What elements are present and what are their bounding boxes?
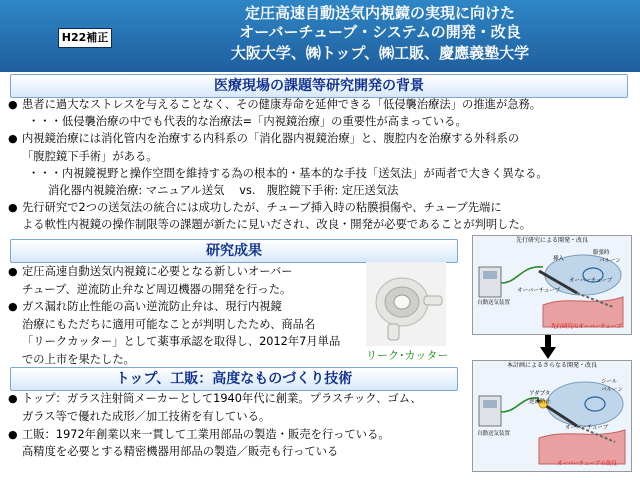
text-line (8, 265, 293, 279)
text-line (8, 428, 390, 442)
photo-caption: リーク･カッター (366, 349, 449, 362)
diagram-title: 先行研究による開発・改良 (515, 237, 588, 244)
text-line-content: ガス漏れ防止性能の高い逆流防止弁は、現行内視鏡 (22, 300, 282, 313)
text-line-content: 消化器内視鏡治療: マニュアル送気 vs. 腹腔鏡下手術: 定圧送気法 (48, 184, 399, 197)
text-line-content: 高精度を必要とする精密機器用部品の製造／販売も行っている (22, 445, 339, 459)
text-line-content: ・・・内視鏡視野と操作空間を維持する為の根本的・基本的な手技「送気法」が両者で大きく異なる。 (28, 166, 548, 180)
text-line (8, 283, 291, 297)
bullet-icon: ● (8, 98, 18, 111)
text-line (14, 167, 548, 181)
diagram-label: シール (601, 379, 618, 385)
bullet-icon: ● (8, 201, 18, 215)
text-line-content: ガラス等で優れた成形／加工技術を有している。 (22, 409, 271, 423)
text-line-content: ・・・低侵襲治療の中でも代表的な治療法=「内視鏡治療」の重要性が高まっている。 (28, 115, 467, 129)
text-line-content: 治療にもただちに適用可能なことが判明したため、商品名 (22, 317, 316, 331)
diagram-label: バルーン (601, 387, 623, 393)
bullet-icon: ● (8, 132, 18, 146)
text-line (8, 150, 158, 164)
diagram-label: アダプタ (529, 391, 551, 397)
text-line (8, 445, 338, 459)
diagram-label: 挿入 (553, 256, 565, 262)
bullet-icon: ● (8, 300, 18, 313)
text-line (8, 132, 519, 146)
arrow-down-icon (540, 335, 556, 359)
text-line-content: 「リークカッター」として薬事承認を取得し、2012年7月単品 (22, 335, 341, 348)
diagram-label: 膨張時 (593, 250, 610, 256)
title-line-3: 大阪大学、㈱トップ、㈱工販、慶應義塾大学 (230, 44, 530, 62)
diagram-previous-research (472, 235, 632, 335)
section-title-background: 医療現場の課題等研究開発の背景 (10, 74, 628, 98)
text-line-content: 工販：1972年創業以来一貫して工業用部品の製造・販売を行っている。 (22, 427, 390, 441)
text-line (8, 218, 531, 232)
text-line (8, 201, 502, 215)
text-line-content: 定圧高速自動送気内視鏡に必要となる新しいオーバー (22, 265, 293, 278)
fiscal-year-tag: H22補正 (58, 28, 112, 48)
diagram-label: オーバーチューブ (565, 425, 609, 431)
diagram-red-label: オーバーチューブの改良 (557, 461, 617, 467)
text-line (34, 184, 398, 198)
bullet-icon: ● (8, 392, 18, 405)
diagram-label: オーバーチューブ (517, 288, 561, 294)
text-line-content: での上市を果たした。 (22, 352, 135, 366)
section-title-results: 研究成果 (10, 239, 458, 263)
text-line (8, 392, 422, 406)
title-line-2: オーバーチューブ・システムの開発・改良 (239, 23, 521, 41)
section-title-manufacturing: トップ、工販：高度なものづくり技術 (10, 367, 458, 391)
text-line-content: 患者に過大なストレスを与えることなく、その健康寿命を延伸できる「低侵襲治療法」の推進が急務。 (22, 98, 542, 111)
leak-cutter-photo (366, 262, 446, 346)
diagram-this-plan (472, 360, 632, 472)
text-line-content: チューブ、逆流防止弁など周辺機器の開発を行った。 (22, 282, 292, 296)
text-line (14, 115, 467, 129)
text-line (8, 410, 270, 424)
text-line-content: 先行研究で2つの送気法の統合には成功したが、チューブ挿入時の粘膜損傷や、チューブ先端に (22, 201, 502, 215)
text-line-content: よる軟性内視鏡の操作制限等の課題が新たに見いだされ、改良・開発が必要であることが判明した。 (22, 218, 532, 232)
diagram-label: 自動送気装置 (477, 431, 511, 437)
bullet-icon: ● (8, 427, 18, 441)
diagram-red-label: 先行研究のオーバーチューブ (551, 324, 622, 330)
diagram-label: 逆流防止 (529, 399, 552, 405)
text-line (8, 318, 315, 332)
text-line (8, 335, 340, 349)
text-line (8, 353, 135, 367)
diagram-label: 自動送気装置 (477, 300, 511, 306)
diagram-title: 本計画によるさらなる開発・改良 (506, 362, 597, 369)
text-line-content: 内視鏡治療には消化管内を治療する内科系の「消化器内視鏡治療」と、腹腔内を治療する外科系の (22, 132, 520, 146)
diagram-label: オーバーチューブ (569, 278, 613, 284)
text-line (8, 300, 282, 314)
bullet-icon: ● (8, 265, 18, 278)
title-line-1: 定圧高速自動送気内視鏡の実現に向けた (244, 4, 515, 22)
text-line-content: 「腹腔鏡下手術」がある。 (22, 149, 158, 163)
diagram-label: バルーン (599, 258, 621, 264)
text-line-content: トップ：ガラス注射筒メーカーとして1940年代に創業。プラスチック、ゴム、 (22, 392, 422, 405)
text-line (8, 98, 541, 112)
